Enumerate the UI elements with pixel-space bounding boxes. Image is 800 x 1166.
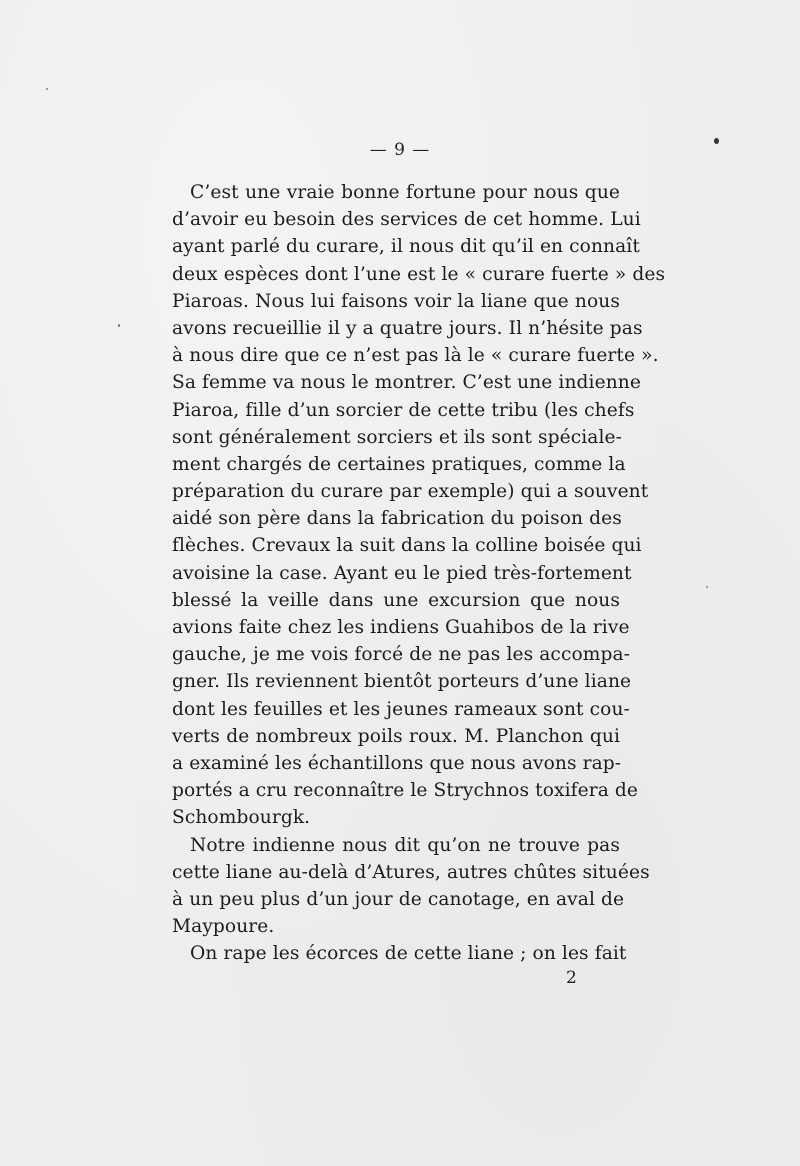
text-line: Sa femme va nous le montrer. C’est une indienne	[172, 372, 641, 394]
signature-mark: 2	[566, 968, 577, 988]
text-line: a examiné les échantillons que nous avons rap-	[172, 752, 622, 774]
ink-speck	[46, 88, 48, 90]
text-line: Notre indienne nous dit qu’on ne trouve pas	[190, 834, 620, 856]
text-line: portés a cru reconnaître le Strychnos toxifera de	[172, 780, 639, 802]
text-line: d’avoir eu besoin des services de cet homme. Lui	[172, 209, 641, 231]
body-text	[172, 179, 666, 967]
text-line: blessé la veille dans une excursion que nous	[172, 589, 620, 611]
text-line: avoisine la case. Ayant eu le pied très-fortement	[172, 562, 632, 584]
text-line: aidé son père dans la fabrication du poison des	[172, 508, 622, 530]
text-line: avions faite chez les indiens Guahibos de la rive	[172, 617, 630, 638]
text-line: Schombourgk.	[172, 807, 311, 829]
text-line: gauche, je me vois forcé de ne pas les accompa-	[172, 644, 631, 666]
text-line: à un peu plus d’un jour de canotage, en aval de	[172, 888, 625, 910]
ink-speck	[706, 586, 708, 588]
text-line: cette liane au-delà d’Atures, autres chûtes situées	[172, 861, 650, 883]
text-line: ment chargés de certaines pratiques, comme la	[172, 453, 626, 475]
text-line: flèches. Crevaux la suit dans la colline boisée qui	[172, 535, 642, 557]
text-line: ayant parlé du curare, il nous dit qu’il en connaît	[172, 236, 640, 258]
text-line: deux espèces dont l’une est le « curare fuerte » des	[172, 263, 666, 285]
ink-speck	[714, 138, 719, 144]
text-line: Maypoure.	[172, 916, 275, 938]
text-line: Piaroas. Nous lui faisons voir la liane que nous	[172, 290, 620, 312]
text-line: C’est une vraie bonne fortune pour nous que	[190, 182, 620, 203]
text-line: On rape les écorces de cette liane ; on les fait	[190, 943, 627, 965]
ink-speck	[118, 324, 120, 327]
text-line: gner. Ils reviennent bientôt porteurs d’une liane	[172, 671, 632, 693]
text-line: verts de nombreux poils roux. M. Planchon qui	[172, 725, 620, 747]
text-line: avons recueillie il y a quatre jours. Il n’hésite pas	[172, 317, 643, 339]
text-line: préparation du curare par exemple) qui a souvent	[172, 481, 649, 503]
page-number: — 9 —	[369, 140, 431, 160]
text-line: à nous dire que ce n’est pas là le « curare fuerte ».	[172, 345, 659, 367]
text-line: sont généralement sorciers et ils sont spéciale-	[172, 426, 622, 448]
text-line: Piaroa, fille d’un sorcier de cette tribu (les chefs	[172, 399, 635, 421]
text-line: dont les feuilles et les jeunes rameaux sont cou-	[172, 698, 630, 720]
